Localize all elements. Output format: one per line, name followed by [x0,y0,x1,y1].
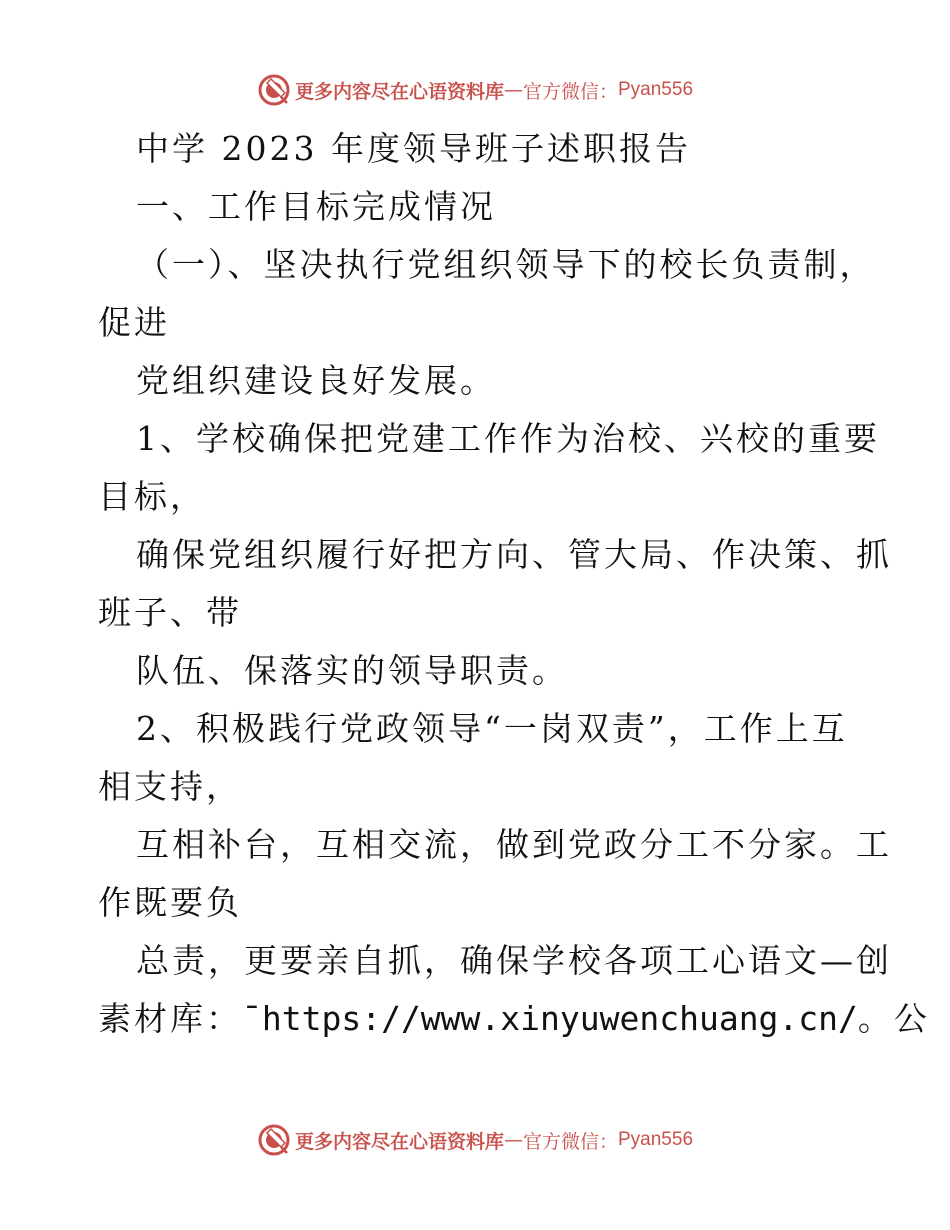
banner-wechat-label: 官方微信： [522,1130,618,1153]
source-url-link[interactable]: ¯https://www.xinyuwenchuang.cn/ [242,999,858,1038]
paragraph-line: 班子、带 [98,593,242,632]
paragraph-line: 互相补台，互相交流，做到党政分工不分家。工 [136,825,892,864]
paragraph-line: 总责，更要亲自抓，确保学校各项工心语文—创 [136,941,892,980]
banner-wechat-label: 官方微信： [522,80,618,103]
banner-title: 更多内容尽在心语资料库 [294,80,504,103]
paragraph-line-url [98,990,930,1048]
paragraph-line: 队伍、保落实的领导职责。 [136,651,568,690]
pen-logo-icon [257,73,291,107]
paragraph-line: 党组织建设良好发展。 [136,361,496,400]
url-label: 素材库： [98,999,242,1038]
document-body [98,120,930,1048]
banner-separator: — [503,1129,523,1151]
paragraph-line: 作既要负 [98,883,242,922]
footer-watermark-banner [0,1120,950,1160]
header-watermark-banner [0,70,950,110]
subsection-heading: （一）、坚决执行党组织领导下的校长负责制， [136,245,876,284]
banner-separator: — [503,79,523,101]
paragraph-line: 2、积极践行党政领导“一岗双责”，工作上互 [136,709,848,748]
paragraph-line: 目标， [98,477,206,516]
url-trailing-text: 。公 [857,999,930,1038]
banner-title: 更多内容尽在心语资料库 [294,1130,504,1153]
banner-wechat-id: Pyan556 [618,79,694,100]
banner-wechat-id: Pyan556 [618,1129,694,1150]
document-title: 中学 2023 年度领导班子述职报告 [136,129,691,168]
paragraph-line: 相支持， [98,767,242,806]
section-heading: 一、工作目标完成情况 [136,187,496,226]
paragraph-line: 促进 [98,303,170,342]
pen-logo-icon [257,1123,291,1157]
paragraph-line: 1、学校确保把党建工作作为治校、兴校的重要 [136,419,880,458]
paragraph-line: 确保党组织履行好把方向、管大局、作决策、抓 [136,535,892,574]
